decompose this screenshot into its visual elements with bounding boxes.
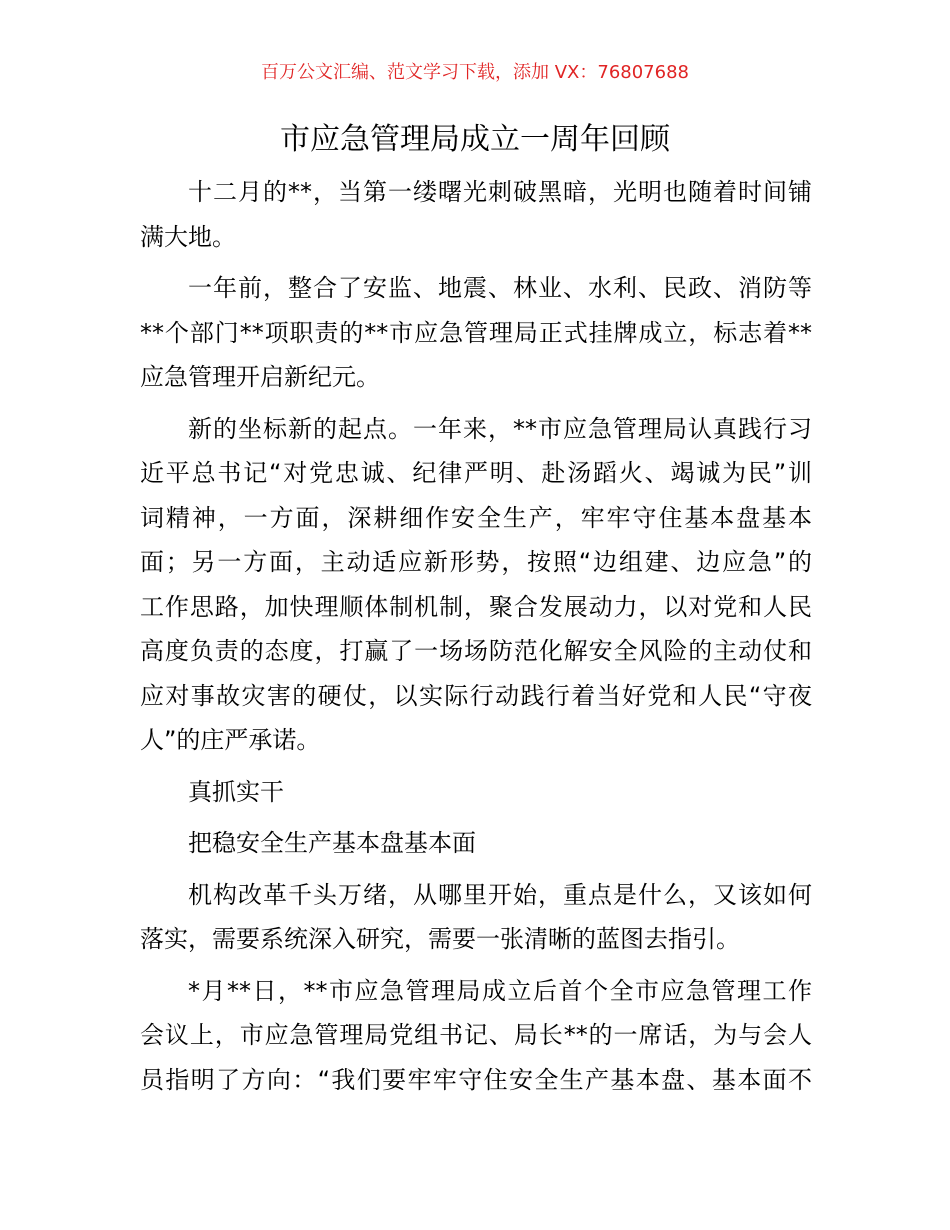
text-line: 近平总书记“对党忠诚、纪律严明、赴汤蹈火、竭诚为民”训 — [140, 459, 812, 487]
text-line: 词精神，一方面，深耕细作安全生产，牢牢守住基本盘基本 — [140, 503, 812, 532]
text-line: 新的坐标新的起点。一年来，**市应急管理局认真践行习 — [188, 414, 812, 443]
paragraph — [140, 266, 812, 400]
text-line: *月**日，**市应急管理局成立后首个全市应急管理工作 — [188, 976, 812, 1005]
paragraph — [140, 969, 812, 1103]
paragraph — [140, 170, 812, 259]
text-line: 一年前，整合了安监、地震、林业、水利、民政、消防等 — [188, 274, 812, 302]
text-line: 人”的庄严承诺。 — [140, 726, 321, 754]
paragraph — [140, 873, 812, 962]
text-line: **个部门**项职责的**市应急管理局正式挂牌成立，标志着** — [140, 318, 812, 347]
text-line: 满大地。 — [140, 222, 236, 251]
document-title: 市应急管理局成立一周年回顾 — [280, 122, 670, 157]
text-line: 应对事故灾害的硬仗，以实际行动践行着当好党和人民“守夜 — [140, 681, 812, 710]
text-line: 会议上，市应急管理局党组书记、局长**的一席话，为与会人 — [140, 1021, 812, 1049]
text-line: 真抓实干 — [188, 777, 284, 806]
text-line: 员指明了方向：“我们要牢牢守住安全生产基本盘、基本面不 — [140, 1065, 812, 1094]
text-line: 落实，需要系统深入研究，需要一张清晰的蓝图去指引。 — [140, 925, 740, 953]
text-line: 机构改革千头万绪，从哪里开始，重点是什么，又该如何 — [188, 880, 812, 909]
text-line: 把稳安全生产基本盘基本面 — [188, 829, 476, 857]
text-line: 工作思路，加快理顺体制机制，聚合发展动力，以对党和人民 — [140, 592, 812, 621]
paragraph — [140, 821, 812, 866]
text-line: 十二月的**，当第一缕曙光刺破黑暗，光明也随着时间铺 — [188, 178, 812, 206]
text-line: 面；另一方面，主动适应新形势，按照“边组建、边应急”的 — [140, 548, 812, 576]
text-line: 应急管理开启新纪元。 — [140, 363, 380, 391]
text-line: 高度负责的态度，打赢了一场场防范化解安全风险的主动仗和 — [140, 637, 812, 665]
paragraph — [140, 770, 812, 815]
watermark-banner: 百万公文汇编、范文学习下载，添加 VX：76807688 — [261, 62, 689, 83]
paragraph — [140, 407, 812, 763]
document-body — [140, 170, 812, 1109]
